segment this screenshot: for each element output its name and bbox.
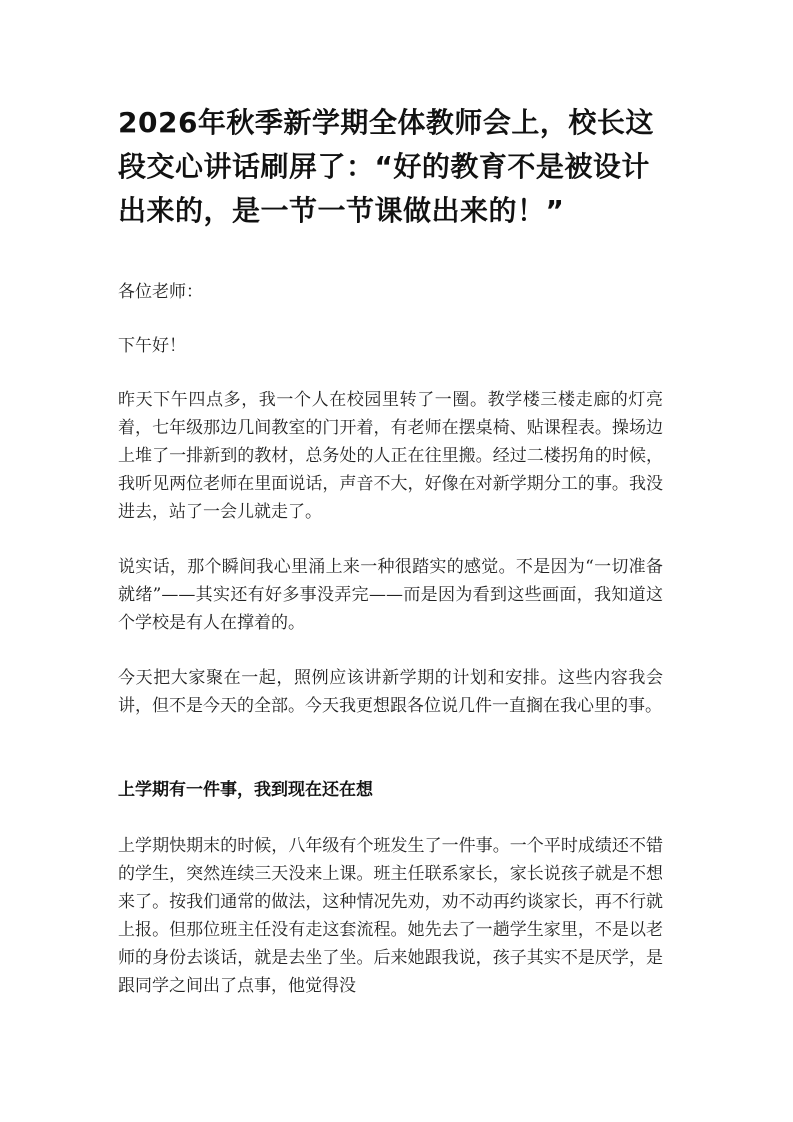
salutation: 各位老师：: [118, 282, 203, 302]
section-heading: 上学期有一件事，我到现在还在想: [118, 780, 373, 800]
paragraph-feeling: 说实话，那个瞬间我心里涌上来一种很踏实的感觉。不是因为“一切准备就绪”——其实还有好多事没弄完——而是因为看到这些画面，我知道这个学校是有人在撑着的。: [118, 557, 663, 633]
greeting: 下午好！: [118, 336, 186, 356]
paragraph-campus-walk: 昨天下午四点多，我一个人在校园里转了一圈。教学楼三楼走廊的灯亮着，七年级那边几间教室的门开着，有老师在摆桌椅、贴课程表。操场边上堆了一排新到的教材，总务处的人正在往里搬。经过二楼拐角的时候，我听见两位老师在里面说话，声音不大，好像在对新学期分工的事。我没进去，站了一会儿就走了。: [118, 390, 663, 522]
page-title: 2026年秋季新学期全体教师会上，校长这段交心讲话刷屏了：“好的教育不是被设计出来的，是一节一节课做出来的！”: [118, 106, 654, 227]
paragraph-agenda: 今天把大家聚在一起，照例应该讲新学期的计划和安排。这些内容我会讲，但不是今天的全部。今天我更想跟各位说几件一直搁在我心里的事。: [118, 668, 663, 716]
paragraph-student-story: 上学期快期末的时候，八年级有个班发生了一件事。一个平时成绩还不错的学生，突然连续三天没来上课。班主任联系家长，家长说孩子就是不想来了。按我们通常的做法，这种情况先劝，劝不动再约谈家长，再不行就上报。但那位班主任没有走这套流程。她先去了一趟学生家里，不是以老师的身份去谈话，就是去坐了坐。后来她跟我说，孩子其实不是厌学，是跟同学之间出了点事，他觉得没: [118, 836, 663, 996]
